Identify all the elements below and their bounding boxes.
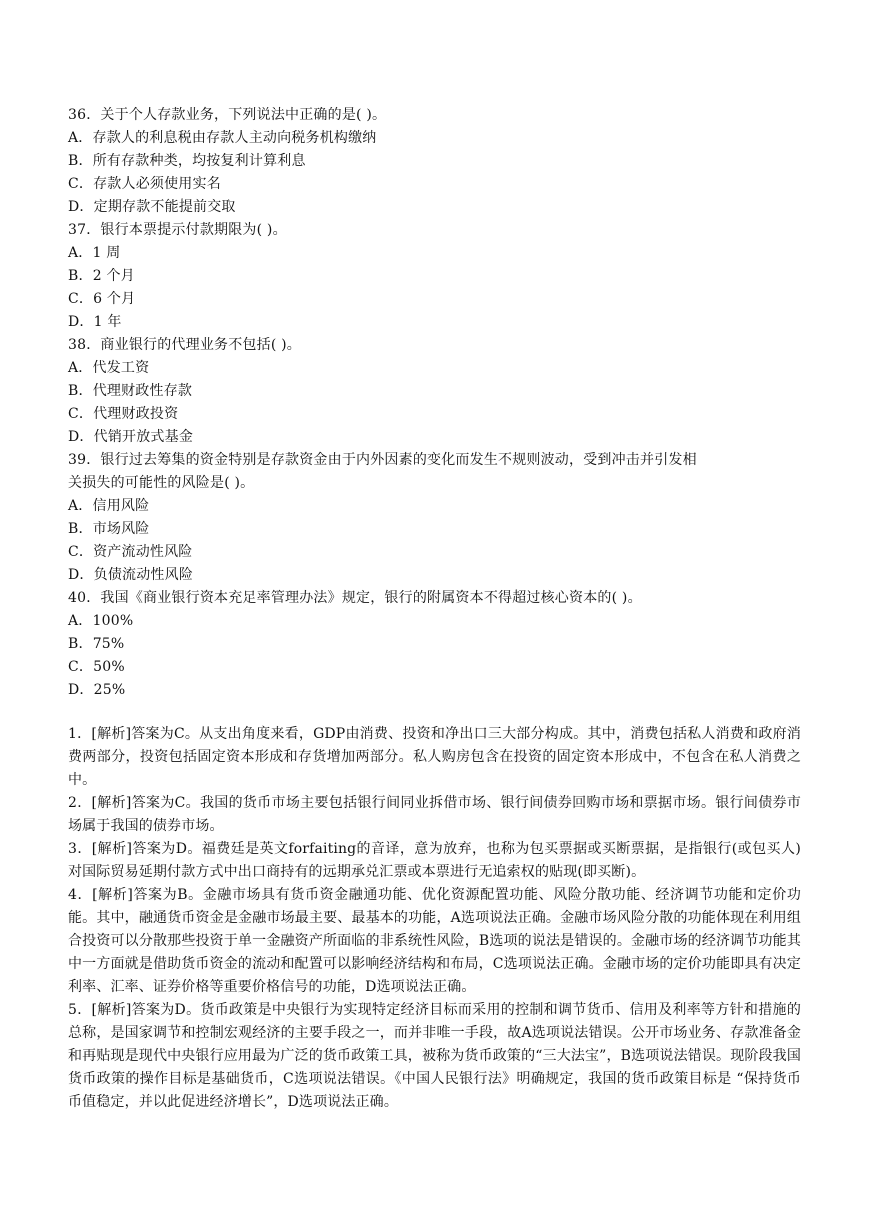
option-d: D．25% <box>68 682 126 698</box>
answer-1: 1．[解析]答案为C。从支出角度来看，GDP由消费、投资和净出口三大部分构成。其中，消费包括私人消费和政府消费两部分，投资包括固定资本形成和存货增加两部分。私人购房包含在投资的固定资本形成中，不包含在私人消费之中。 <box>68 726 801 788</box>
question-37 <box>68 219 801 334</box>
option-b: B．市场风险 <box>68 521 150 537</box>
answer-4: 4．[解析]答案为B。金融市场具有货币资金融通功能、优化资源配置功能、风险分散功能、经济调节功能和定价功能。其中，融通货币资金是金融市场最主要、最基本的功能，A选项说法正确。金融市场风险分散的功能体现在利用组合投资可以分散那些投资于单一金融资产所面临的非系统性风险，B选项的说法是错误的。金融市场的经济调节功能其中一方面就是借助货币资金的流动和配置可以影响经济结构和布局，C选项说法正确。金融市场的定价功能即具有决定利率、汇率、证券价格等重要价格信号的功能，D选项说法正确。 <box>68 887 801 995</box>
option-a: A．代发工资 <box>68 360 150 376</box>
document-page <box>68 104 801 1114</box>
question-38 <box>68 334 801 449</box>
option-c: C．6 个月 <box>68 291 136 307</box>
option-b: B．2 个月 <box>68 268 135 284</box>
option-a: A．1 周 <box>68 245 121 261</box>
option-b: B．代理财政性存款 <box>68 383 193 399</box>
question-stem: 39．银行过去筹集的资金特别是存款资金由于内外因素的变化而发生不规则波动，受到冲击并引发相 <box>68 452 697 468</box>
question-39 <box>68 449 801 587</box>
option-b: B．所有存款种类，均按复利计算利息 <box>68 153 306 169</box>
answer-block <box>68 723 801 1114</box>
option-a: A．存款人的利息税由存款人主动向税务机构缴纳 <box>68 130 377 146</box>
question-block <box>68 104 801 702</box>
option-d: D．代销开放式基金 <box>68 429 194 445</box>
answer-3: 3．[解析]答案为D。福费廷是英文forfaiting的音译，意为放弃，也称为包买票据或买断票据，是指银行(或包买人)对国际贸易延期付款方式中出口商持有的远期承兑汇票或本票进行无追索权的贴现(即买断)。 <box>68 841 801 880</box>
option-c: C．50% <box>68 659 125 675</box>
option-a: A．100% <box>68 613 134 629</box>
answer-5: 5．[解析]答案为D。货币政策是中央银行为实现特定经济目标而采用的控制和调节货币、信用及利率等方针和措施的总称，是国家调节和控制宏观经济的主要手段之一，而并非唯一手段，故A选项说法错误。公开市场业务、存款准备金和再贴现是现代中央银行应用最为广泛的货币政策工具，被称为货币政策的“三大法宝”，B选项说法错误。现阶段我国货币政策的操作目标是基础货币，C选项说法错误。《中国人民银行法》明确规定，我国的货币政策目标是 “保持货币币值稳定，并以此促进经济增长”，D选项说法正确。 <box>68 1002 801 1110</box>
question-stem: 36．关于个人存款业务，下列说法中正确的是( )。 <box>68 107 387 123</box>
option-d: D．定期存款不能提前交取 <box>68 199 236 215</box>
option-c: C．代理财政投资 <box>68 406 179 422</box>
option-d: D．负债流动性风险 <box>68 567 194 583</box>
option-a: A．信用风险 <box>68 498 150 514</box>
question-stem: 37．银行本票提示付款期限为( )。 <box>68 222 287 238</box>
option-b: B．75% <box>68 636 125 652</box>
question-40 <box>68 587 801 702</box>
question-36 <box>68 104 801 219</box>
option-d: D．1 年 <box>68 314 122 330</box>
question-stem: 40．我国《商业银行资本充足率管理办法》规定，银行的附属资本不得超过核心资本的( )。 <box>68 590 642 606</box>
option-c: C．资产流动性风险 <box>68 544 193 560</box>
question-stem-continued: 关损失的可能性的风险是( )。 <box>68 475 255 491</box>
section-gap <box>68 702 801 723</box>
option-c: C．存款人必须使用实名 <box>68 176 221 192</box>
answer-2: 2．[解析]答案为C。我国的货币市场主要包括银行间同业拆借市场、银行间债券回购市场和票据市场。银行间债券市场属于我国的债券市场。 <box>68 795 801 834</box>
question-stem: 38．商业银行的代理业务不包括( )。 <box>68 337 301 353</box>
